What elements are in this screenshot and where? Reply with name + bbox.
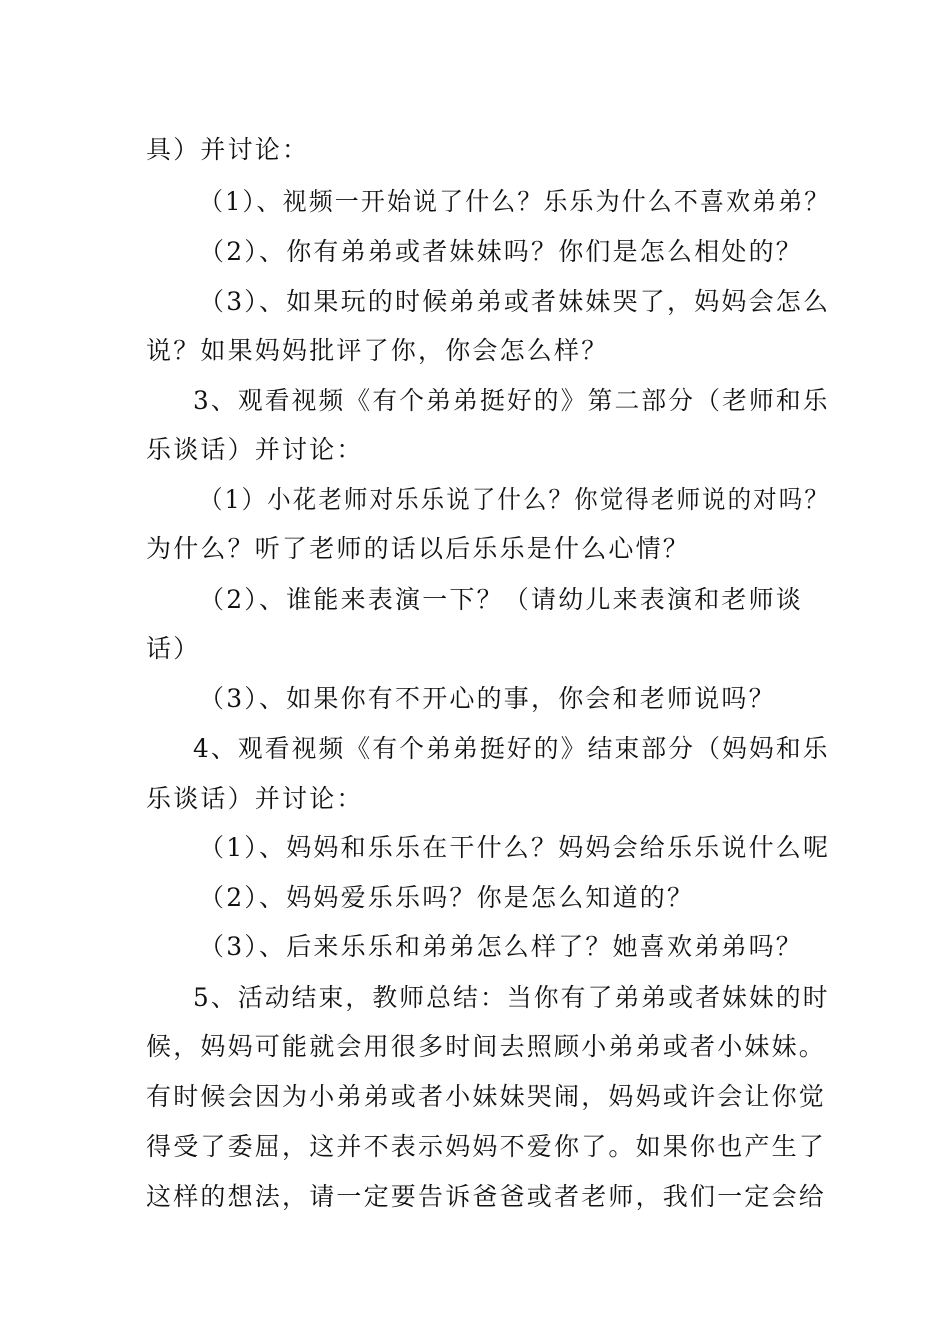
text-line: 5、活动结束，教师总结：当你有了弟弟或者妹妹的时 (193, 983, 830, 1012)
text-line: （3）、如果你有不开心的事，你会和老师说吗？ (199, 684, 776, 713)
text-line: （1）、视频一开始说了什么？乐乐为什么不喜欢弟弟？ (199, 187, 831, 216)
text-line: 乐谈话）并讨论： (146, 784, 364, 813)
text-line: 具）并讨论： (146, 135, 310, 164)
text-line: 说？如果妈妈批评了你，你会怎么样？ (146, 336, 609, 365)
text-line: 候，妈妈可能就会用很多时间去照顾小弟弟或者小妹妹。 (146, 1032, 827, 1061)
text-line: （1）、妈妈和乐乐在干什么？妈妈会给乐乐说什么呢 (199, 833, 831, 862)
text-line: 有时候会因为小弟弟或者小妹妹哭闹，妈妈或许会让你觉 (146, 1082, 827, 1111)
text-line: （2）、你有弟弟或者妹妹吗？你们是怎么相处的？ (199, 237, 804, 266)
text-line: 话） (146, 634, 201, 663)
text-line: 3、观看视频《有个弟弟挺好的》第二部分（老师和乐 (193, 386, 830, 415)
text-line: 为什么？听了老师的话以后乐乐是什么心情？ (146, 534, 691, 563)
text-line: （3）、如果玩的时候弟弟或者妹妹哭了，妈妈会怎么 (199, 287, 831, 316)
text-line: 得受了委屈，这并不表示妈妈不爱你了。如果你也产生了 (146, 1132, 827, 1161)
text-line: 这样的想法，请一定要告诉爸爸或者老师，我们一定会给 (146, 1182, 827, 1211)
text-line: （3）、后来乐乐和弟弟怎么样了？她喜欢弟弟吗？ (199, 932, 804, 961)
text-line: 4、观看视频《有个弟弟挺好的》结束部分（妈妈和乐 (193, 734, 830, 763)
text-line: （1）小花老师对乐乐说了什么？你觉得老师说的对吗？ (199, 485, 830, 514)
text-line: 乐谈话）并讨论： (146, 435, 364, 464)
text-line: （2）、妈妈爱乐乐吗？你是怎么知道的？ (199, 883, 695, 912)
text-line: （2）、谁能来表演一下？（请幼儿来表演和老师谈 (199, 585, 804, 614)
